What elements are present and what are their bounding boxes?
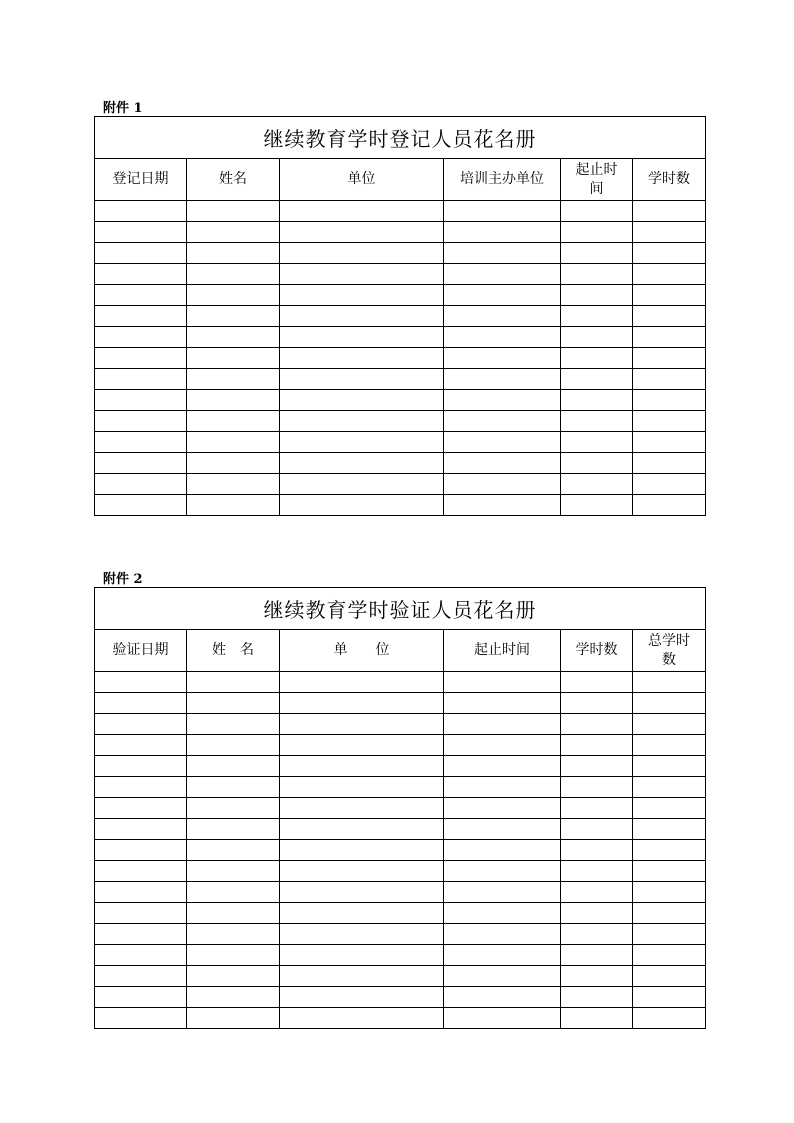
table-cell — [633, 777, 706, 798]
table-cell — [280, 714, 444, 735]
table-cell — [95, 798, 187, 819]
table-cell — [280, 756, 444, 777]
table-cell — [280, 735, 444, 756]
table-cell — [633, 390, 706, 411]
table-cell — [561, 474, 633, 495]
table-cell — [561, 369, 633, 390]
table-cell — [561, 243, 633, 264]
table-cell — [187, 411, 280, 432]
table-cell — [187, 201, 280, 222]
table-cell — [280, 243, 444, 264]
table-row — [95, 672, 706, 693]
table-cell — [561, 306, 633, 327]
table-cell — [561, 966, 633, 987]
table-cell — [187, 861, 280, 882]
table-cell — [444, 243, 561, 264]
table-cell — [444, 432, 561, 453]
table-cell — [187, 819, 280, 840]
table-cell — [95, 903, 187, 924]
table-cell — [95, 411, 187, 432]
table-cell — [561, 882, 633, 903]
table-cell — [95, 306, 187, 327]
column-header: 起止时间 — [444, 630, 561, 672]
table-cell — [280, 840, 444, 861]
table-cell — [444, 693, 561, 714]
column-header: 单 位 — [280, 630, 444, 672]
table-cell — [95, 201, 187, 222]
table-cell — [561, 285, 633, 306]
table-cell — [633, 411, 706, 432]
table-row — [95, 987, 706, 1008]
table-cell — [280, 819, 444, 840]
attachment-1-label: 附件 1 — [103, 101, 143, 116]
table-cell — [561, 819, 633, 840]
table-cell — [444, 945, 561, 966]
table-row — [95, 369, 706, 390]
table-cell — [187, 369, 280, 390]
table-cell — [187, 756, 280, 777]
table-cell — [280, 693, 444, 714]
table-cell — [633, 714, 706, 735]
table-cell — [561, 945, 633, 966]
table-cell — [633, 882, 706, 903]
table-cell — [444, 348, 561, 369]
table-row — [95, 861, 706, 882]
table-cell — [187, 474, 280, 495]
table-cell — [633, 987, 706, 1008]
column-header: 验证日期 — [95, 630, 187, 672]
table-cell — [561, 222, 633, 243]
table-row — [95, 348, 706, 369]
table-row — [95, 201, 706, 222]
table-row — [95, 306, 706, 327]
table-cell — [95, 243, 187, 264]
table-cell — [280, 222, 444, 243]
table-cell — [633, 693, 706, 714]
table-header-row — [95, 159, 706, 201]
table-cell — [561, 903, 633, 924]
table-cell — [633, 840, 706, 861]
table-cell — [444, 327, 561, 348]
table-cell — [187, 882, 280, 903]
table-cell — [444, 714, 561, 735]
table-cell — [633, 432, 706, 453]
table-cell — [95, 348, 187, 369]
table-cell — [187, 390, 280, 411]
table-cell — [95, 222, 187, 243]
table-cell — [187, 798, 280, 819]
table-cell — [444, 411, 561, 432]
column-header: 姓名 — [187, 159, 280, 201]
table-cell — [633, 243, 706, 264]
table-cell — [444, 369, 561, 390]
table-cell — [187, 264, 280, 285]
table-row — [95, 411, 706, 432]
table-cell — [187, 714, 280, 735]
table-cell — [280, 474, 444, 495]
table-cell — [280, 903, 444, 924]
table-cell — [280, 495, 444, 516]
table-cell — [561, 348, 633, 369]
table-row — [95, 777, 706, 798]
table-row — [95, 966, 706, 987]
table-cell — [187, 840, 280, 861]
table-cell — [561, 777, 633, 798]
table-cell — [444, 861, 561, 882]
table-cell — [280, 411, 444, 432]
table-cell — [187, 672, 280, 693]
table-cell — [187, 285, 280, 306]
table-row — [95, 285, 706, 306]
table-cell — [280, 924, 444, 945]
table-cell — [95, 714, 187, 735]
table-cell — [561, 735, 633, 756]
table-row — [95, 735, 706, 756]
table-cell — [280, 432, 444, 453]
table-cell — [444, 1008, 561, 1029]
table-cell — [95, 495, 187, 516]
table-cell — [187, 987, 280, 1008]
table-cell — [187, 693, 280, 714]
table-row — [95, 924, 706, 945]
table-cell — [633, 495, 706, 516]
table-cell — [95, 474, 187, 495]
table-cell — [187, 453, 280, 474]
table-row — [95, 840, 706, 861]
table-row — [95, 903, 706, 924]
table-cell — [280, 201, 444, 222]
table-cell — [95, 756, 187, 777]
table-cell — [633, 306, 706, 327]
table-cell — [633, 285, 706, 306]
table-cell — [95, 1008, 187, 1029]
table-cell — [633, 348, 706, 369]
table-cell — [444, 798, 561, 819]
table-row — [95, 819, 706, 840]
table-cell — [633, 1008, 706, 1029]
table-cell — [187, 735, 280, 756]
table-cell — [444, 882, 561, 903]
table-cell — [187, 777, 280, 798]
table-cell — [561, 453, 633, 474]
table-cell — [95, 924, 187, 945]
table-cell — [444, 840, 561, 861]
column-header: 培训主办单位 — [444, 159, 561, 201]
table-cell — [444, 777, 561, 798]
table-cell — [444, 495, 561, 516]
roster-title: 继续教育学时验证人员花名册 — [95, 588, 706, 630]
table-cell — [444, 201, 561, 222]
table-row — [95, 714, 706, 735]
table-cell — [187, 348, 280, 369]
table-cell — [633, 264, 706, 285]
table-cell — [280, 348, 444, 369]
table-cell — [280, 882, 444, 903]
table-cell — [561, 327, 633, 348]
table-cell — [95, 882, 187, 903]
table-cell — [444, 285, 561, 306]
table-row — [95, 1008, 706, 1029]
table-cell — [280, 672, 444, 693]
table-cell — [561, 693, 633, 714]
column-header: 学时数 — [633, 159, 706, 201]
table-cell — [280, 285, 444, 306]
table-cell — [633, 861, 706, 882]
table-cell — [187, 903, 280, 924]
table-cell — [95, 819, 187, 840]
table-row — [95, 495, 706, 516]
column-header: 总学时 数 — [633, 630, 706, 672]
table-cell — [633, 966, 706, 987]
registration-roster-table — [94, 116, 706, 516]
table-cell — [280, 966, 444, 987]
table-cell — [633, 819, 706, 840]
table-cell — [444, 756, 561, 777]
table-row — [95, 474, 706, 495]
verification-roster-table — [94, 587, 706, 1029]
table-row — [95, 693, 706, 714]
table-cell — [444, 453, 561, 474]
table-cell — [95, 327, 187, 348]
table-cell — [280, 327, 444, 348]
table-row — [95, 882, 706, 903]
table-cell — [280, 987, 444, 1008]
table-cell — [633, 756, 706, 777]
table-cell — [561, 714, 633, 735]
column-header: 姓 名 — [187, 630, 280, 672]
table-cell — [444, 264, 561, 285]
roster-title: 继续教育学时登记人员花名册 — [95, 117, 706, 159]
table-cell — [95, 390, 187, 411]
table-cell — [633, 945, 706, 966]
table-cell — [95, 966, 187, 987]
table-cell — [444, 966, 561, 987]
table-cell — [633, 798, 706, 819]
table-row — [95, 453, 706, 474]
table-cell — [280, 1008, 444, 1029]
table-cell — [561, 861, 633, 882]
table-cell — [280, 390, 444, 411]
table-cell — [561, 390, 633, 411]
table-cell — [95, 672, 187, 693]
table-cell — [280, 453, 444, 474]
table-cell — [280, 369, 444, 390]
table-cell — [280, 861, 444, 882]
table-cell — [444, 672, 561, 693]
table-cell — [95, 453, 187, 474]
table-cell — [187, 432, 280, 453]
table-cell — [633, 369, 706, 390]
table-header-row — [95, 630, 706, 672]
table-cell — [95, 861, 187, 882]
table-cell — [187, 1008, 280, 1029]
table-cell — [633, 327, 706, 348]
table-cell — [95, 369, 187, 390]
table-cell — [280, 264, 444, 285]
table-cell — [187, 222, 280, 243]
table-cell — [95, 285, 187, 306]
table-row — [95, 390, 706, 411]
table-cell — [633, 735, 706, 756]
table-cell — [95, 432, 187, 453]
table-cell — [95, 987, 187, 1008]
table-cell — [95, 693, 187, 714]
table-cell — [444, 819, 561, 840]
table-cell — [187, 945, 280, 966]
attachment-2-label: 附件 2 — [103, 572, 143, 587]
table-cell — [633, 222, 706, 243]
table-cell — [633, 672, 706, 693]
table-cell — [561, 672, 633, 693]
table-cell — [561, 1008, 633, 1029]
column-header: 登记日期 — [95, 159, 187, 201]
table-cell — [280, 945, 444, 966]
table-cell — [95, 945, 187, 966]
table-cell — [95, 777, 187, 798]
table-cell — [187, 966, 280, 987]
table-cell — [280, 306, 444, 327]
table-cell — [561, 495, 633, 516]
table-cell — [444, 222, 561, 243]
column-header: 单位 — [280, 159, 444, 201]
table-row — [95, 327, 706, 348]
table-cell — [95, 840, 187, 861]
table-row — [95, 222, 706, 243]
table-cell — [561, 840, 633, 861]
table-cell — [561, 432, 633, 453]
table-row — [95, 243, 706, 264]
table-cell — [444, 390, 561, 411]
column-header: 学时数 — [561, 630, 633, 672]
table-row — [95, 945, 706, 966]
table-cell — [444, 903, 561, 924]
table-cell — [187, 306, 280, 327]
table-cell — [633, 453, 706, 474]
table-cell — [561, 924, 633, 945]
table-cell — [187, 924, 280, 945]
table-cell — [187, 327, 280, 348]
table-row — [95, 798, 706, 819]
table-cell — [633, 903, 706, 924]
table-cell — [444, 735, 561, 756]
table-cell — [187, 495, 280, 516]
table-cell — [633, 474, 706, 495]
table-cell — [444, 924, 561, 945]
column-header: 起止时 间 — [561, 159, 633, 201]
table-cell — [95, 735, 187, 756]
table-cell — [561, 264, 633, 285]
table-cell — [95, 264, 187, 285]
table-cell — [633, 201, 706, 222]
table-cell — [444, 987, 561, 1008]
table-row — [95, 264, 706, 285]
table-cell — [561, 798, 633, 819]
table-cell — [561, 756, 633, 777]
table-cell — [444, 474, 561, 495]
table-cell — [444, 306, 561, 327]
table-cell — [561, 411, 633, 432]
table-cell — [561, 987, 633, 1008]
table-row — [95, 756, 706, 777]
table-cell — [280, 798, 444, 819]
table-cell — [633, 924, 706, 945]
table-cell — [187, 243, 280, 264]
table-cell — [561, 201, 633, 222]
table-row — [95, 432, 706, 453]
table-cell — [280, 777, 444, 798]
